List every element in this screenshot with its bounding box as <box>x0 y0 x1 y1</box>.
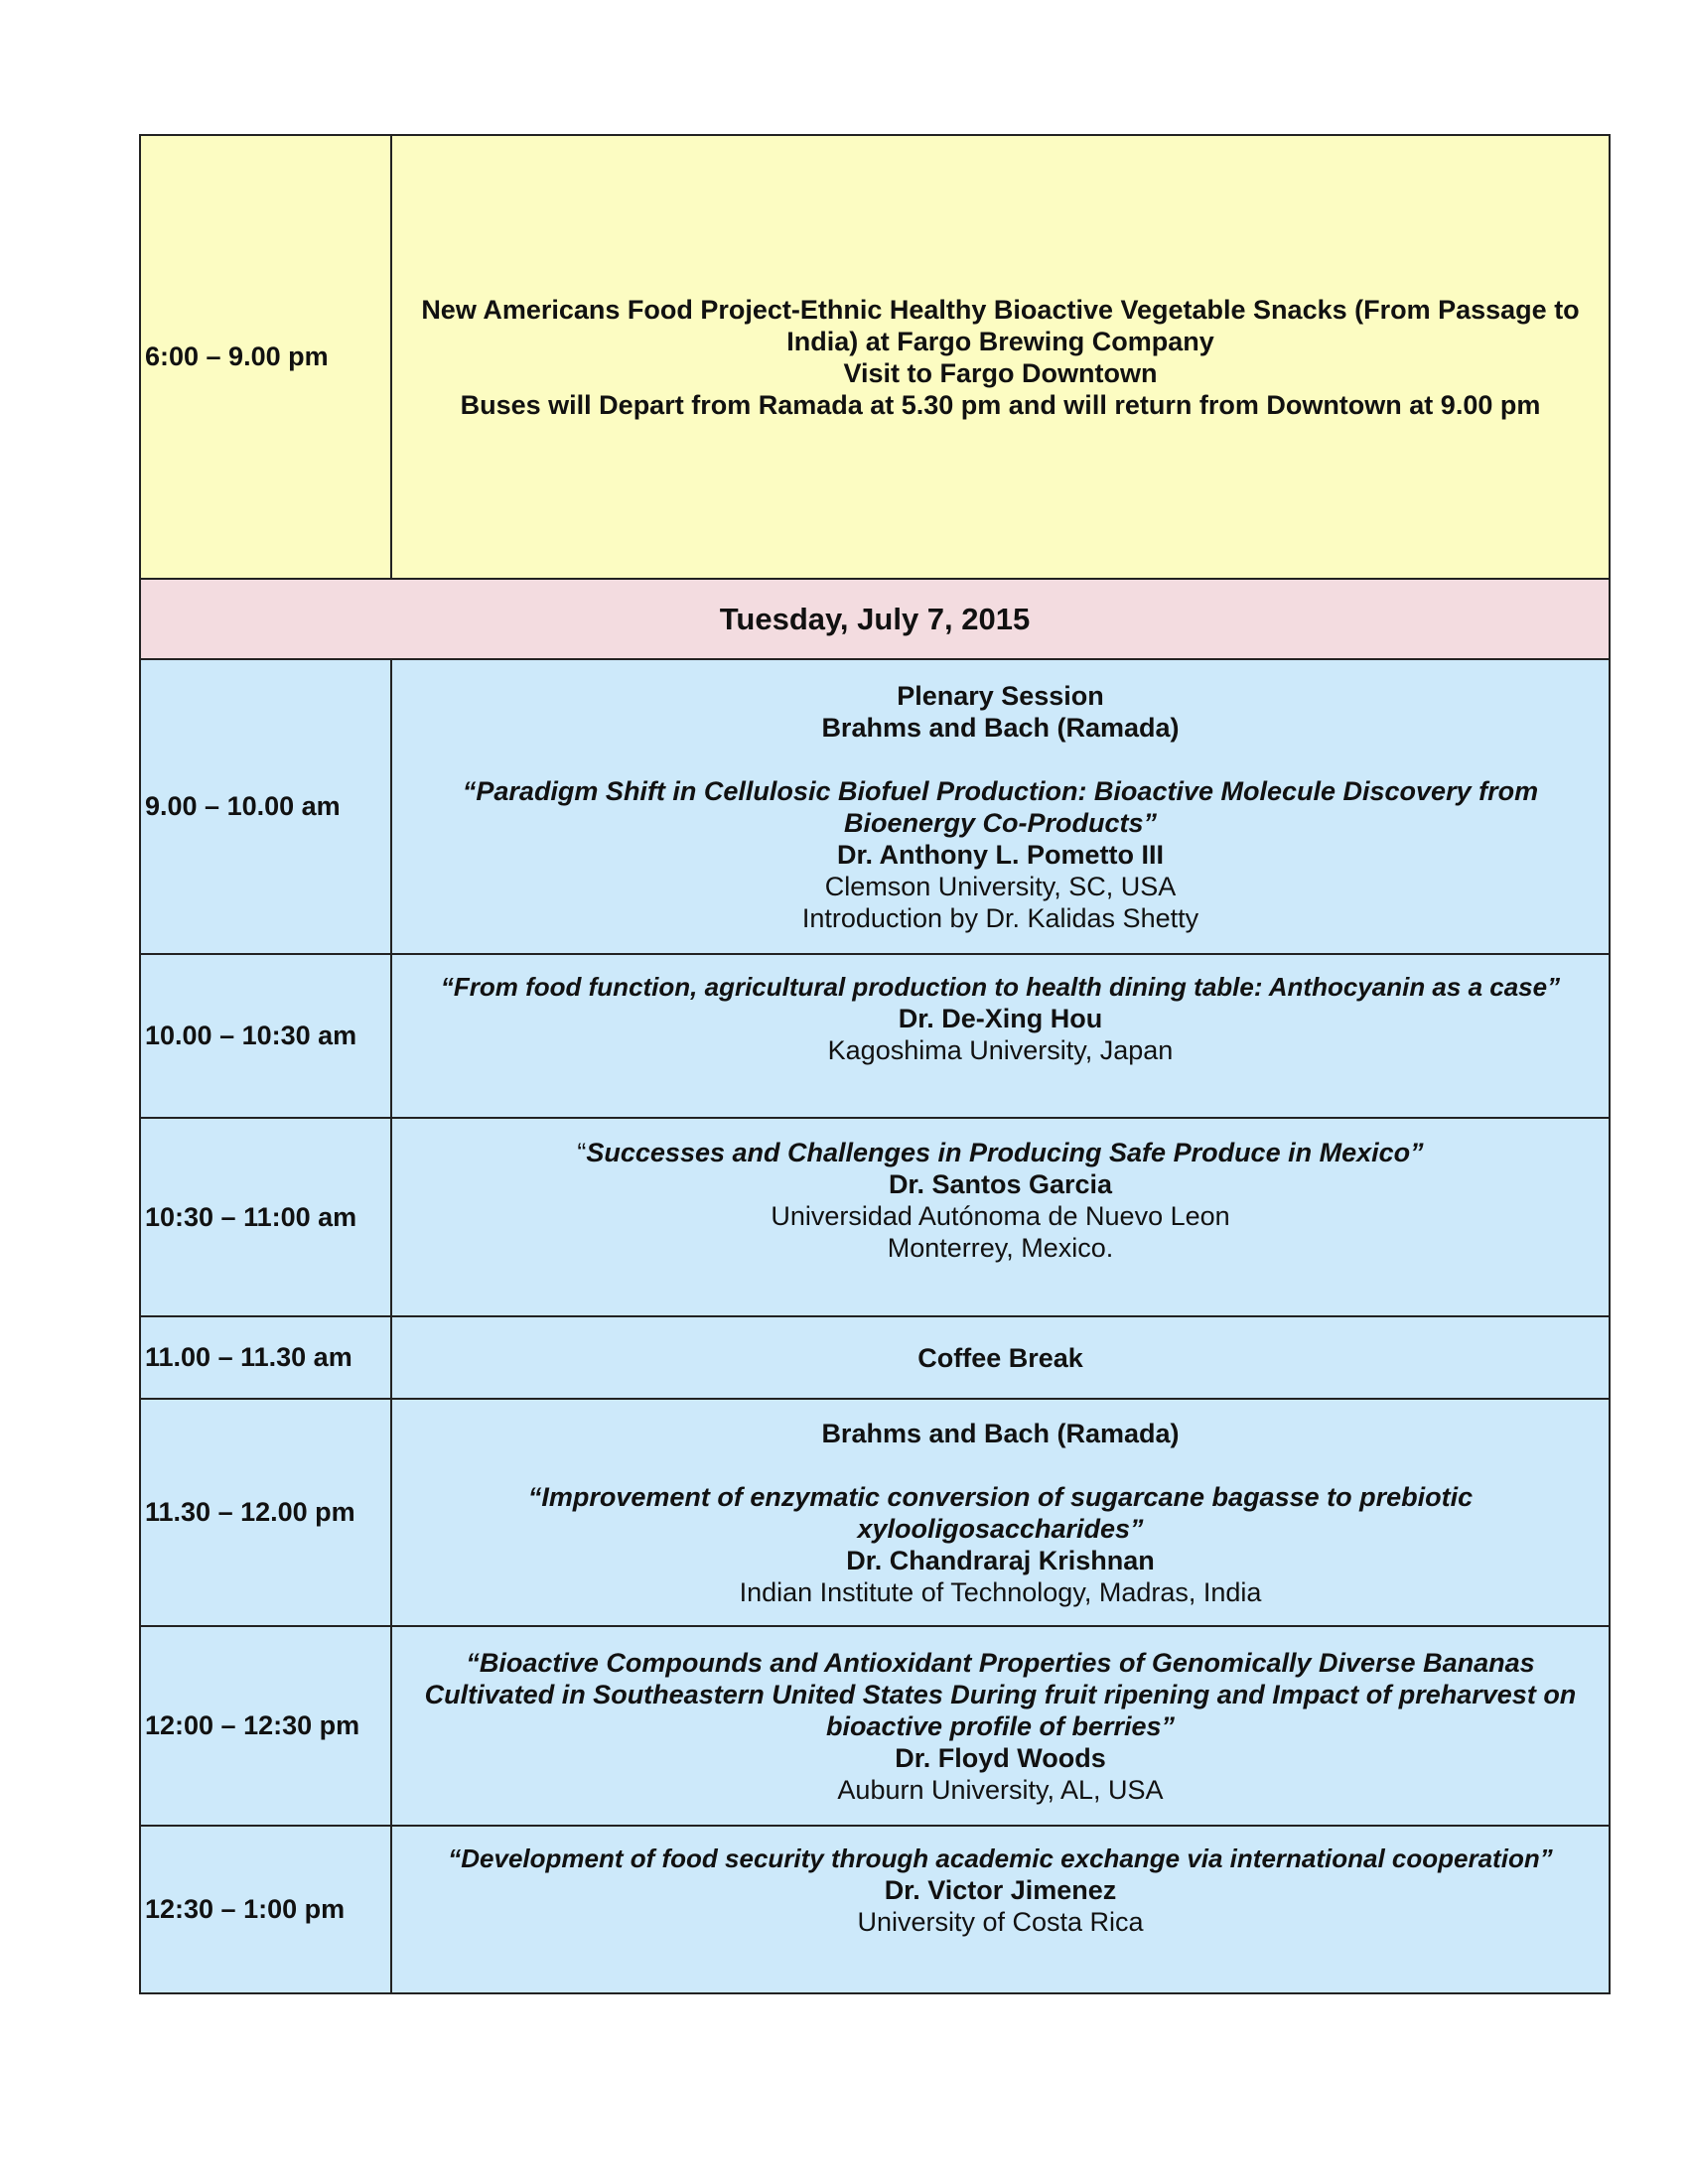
talk-title: “From food function, agricultural production to health dining table: Anthocyanin as a case” <box>440 972 1561 1002</box>
session-details <box>391 1399 1610 1626</box>
time-cell: 12:30 – 1:00 pm <box>140 1826 391 1993</box>
time-cell: 11.30 – 12.00 pm <box>140 1399 391 1626</box>
schedule-row-talk <box>140 1826 1610 1993</box>
event-line: Buses will Depart from Ramada at 5.30 pm and will return from Downtown at 9.00 pm <box>460 389 1541 420</box>
speaker-affiliation: Indian Institute of Technology, Madras, India <box>739 1576 1262 1607</box>
session-details <box>391 1118 1610 1316</box>
speaker-affiliation: Kagoshima University, Japan <box>827 1035 1174 1065</box>
speaker-affiliation: Universidad Autónoma de Nuevo Leon <box>771 1201 1230 1231</box>
time-cell: 12:00 – 12:30 pm <box>140 1626 391 1826</box>
session-details <box>391 1826 1610 1993</box>
schedule-row-break <box>140 1316 1610 1399</box>
day-header-row <box>140 579 1610 659</box>
speaker-name: Dr. Floyd Woods <box>895 1742 1106 1773</box>
schedule-row-plenary <box>140 659 1610 954</box>
speaker-affiliation: University of Costa Rica <box>857 1907 1144 1937</box>
speaker-location: Monterrey, Mexico. <box>887 1233 1114 1263</box>
schedule-table <box>139 134 1611 1994</box>
event-line: Visit to Fargo Downtown <box>843 357 1158 388</box>
talk-title: “Development of food security through academic exchange via international cooperation” <box>448 1843 1553 1873</box>
session-details <box>391 954 1610 1118</box>
break-label: Coffee Break <box>391 1316 1610 1399</box>
speaker-name: Dr. De-Xing Hou <box>898 1004 1103 1033</box>
schedule-row-talk <box>140 1118 1610 1316</box>
day-heading: Tuesday, July 7, 2015 <box>140 579 1610 659</box>
schedule-row-talk <box>140 1399 1610 1626</box>
time-cell: 6:00 – 9.00 pm <box>140 135 391 579</box>
speaker-name: Dr. Victor Jimenez <box>884 1875 1117 1905</box>
talk-title: “Bioactive Compounds and Antioxidant Properties of Genomically Diverse Bananas Cultivated in Southeastern United States During fruit ripening and Impact of preharvest on bioactive profile of berries” <box>424 1647 1577 1741</box>
time-cell: 10.00 – 10:30 am <box>140 954 391 1118</box>
time-cell: 9.00 – 10.00 am <box>140 659 391 954</box>
session-details <box>391 1626 1610 1826</box>
time-cell: 11.00 – 11.30 am <box>140 1316 391 1399</box>
speaker-name: Dr. Chandraraj Krishnan <box>846 1545 1155 1575</box>
event-description <box>391 135 1610 579</box>
speaker-name: Dr. Santos Garcia <box>888 1169 1113 1199</box>
talk-title: “Improvement of enzymatic conversion of sugarcane bagasse to prebiotic xylooligosaccharides” <box>527 1481 1474 1544</box>
speaker-affiliation: Clemson University, SC, USA <box>824 871 1177 901</box>
session-details <box>391 659 1610 954</box>
event-line: New Americans Food Project-Ethnic Healthy Bioactive Vegetable Snacks (From Passage to India) at Fargo Brewing Company <box>421 294 1580 356</box>
schedule-row-talk <box>140 1626 1610 1826</box>
speaker-affiliation: Auburn University, AL, USA <box>837 1774 1164 1805</box>
schedule-row-evening-event <box>140 135 1610 579</box>
session-label: Plenary Session <box>897 680 1104 711</box>
talk-title: “Successes and Challenges in Producing Safe Produce in Mexico” <box>577 1138 1424 1167</box>
talk-title: “Paradigm Shift in Cellulosic Biofuel Production: Bioactive Molecule Discovery from Bioenergy Co-Products” <box>462 775 1539 838</box>
time-cell: 10:30 – 11:00 am <box>140 1118 391 1316</box>
speaker-name: Dr. Anthony L. Pometto III <box>837 839 1164 870</box>
venue: Brahms and Bach (Ramada) <box>821 1418 1180 1448</box>
venue: Brahms and Bach (Ramada) <box>821 712 1180 743</box>
schedule-row-talk <box>140 954 1610 1118</box>
introduction-note: Introduction by Dr. Kalidas Shetty <box>801 902 1199 933</box>
